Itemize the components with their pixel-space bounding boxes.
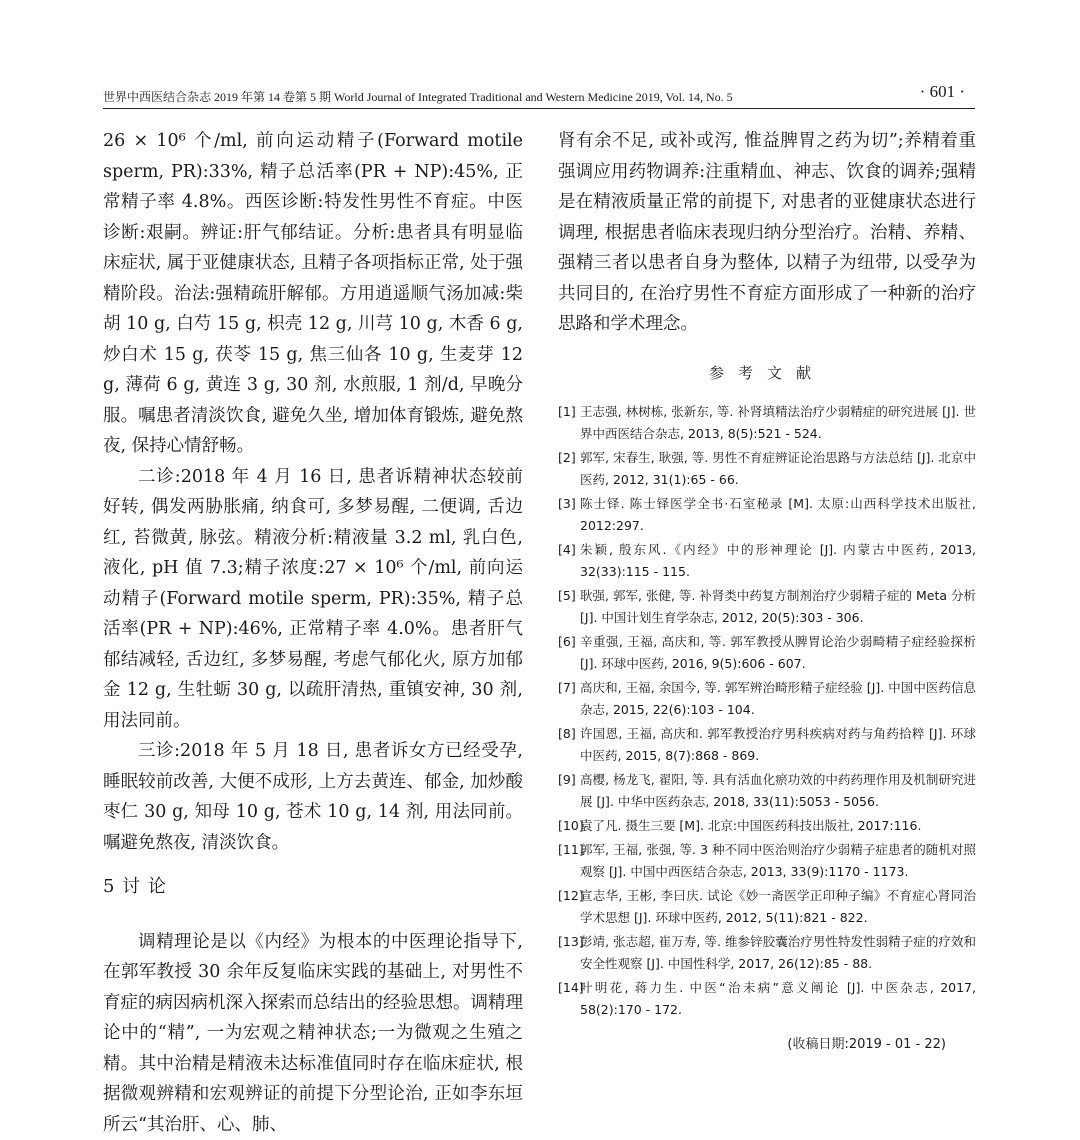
reference-text: 郭军, 宋春生, 耿强, 等. 男性不育症辨证论治思路与方法总结 [J]. 北京中医药, 2012, 31(1):65 - 66. <box>580 450 976 487</box>
reference-text: 王志强, 林树栋, 张新东, 等. 补肾填精法治疗少弱精症的研究进展 [J]. 世界中西医结合杂志, 2013, 8(5):521 - 524. <box>580 404 976 441</box>
reference-item <box>558 401 976 445</box>
reference-item <box>558 447 976 491</box>
reference-text: 辛重强, 王福, 高庆和, 等. 郭军教授从脾胃论治少弱畸精子症经验探析 [J]. 环球中医药, 2016, 9(5):606 - 607. <box>580 634 976 671</box>
reference-text: 宣志华, 王彬, 李曰庆. 试论《妙一斋医学正印种子编》不育症心肾同治学术思想 [J]. 环球中医药, 2012, 5(11):821 - 822. <box>580 888 976 925</box>
reference-item <box>558 977 976 1021</box>
reference-number: [3] <box>558 493 576 515</box>
second-visit-paragraph: 二诊:2018 年 4 月 16 日, 患者诉精神状态较前好转, 偶发两胁胀痛, 纳食可, 多梦易醒, 二便调, 舌边红, 苔微黄, 脉弦。精液分析:精液量 3.2 ml, 乳白色, 液化, pH 值 7.3;精子浓度:27 × 10⁶ 个/ml, 前向运动精子(Forward motile sperm, PR):35%, 精子总活率(PR + NP):46%, 正常精子率 4.0%。患者肝气郁结减轻, 舌边红, 多梦易醒, 考虑气郁化火, 原方加郁金 12 g, 生牡蛎 30 g, 以疏肝清热, 重镇安神, 30 剂, 用法同前。 <box>103 462 523 737</box>
reference-item <box>558 631 976 675</box>
case-paragraph: 26 × 10⁶ 个/ml, 前向运动精子(Forward motile sperm, PR):33%, 精子总活率(PR + NP):45%, 正常精子率 4.8%。西医诊断:特发性男性不育症。中医诊断:艰嗣。辨证:肝气郁结证。分析:患者具有明显临床症状, 属于亚健康状态, 且精子各项指标正常, 处于强精阶段。治法:强精疏肝解郁。方用逍遥顺气汤加减:柴胡 10 g, 白芍 15 g, 枳壳 12 g, 川芎 10 g, 木香 6 g, 炒白术 15 g, 茯苓 15 g, 焦三仙各 10 g, 生麦芽 12 g, 薄荷 6 g, 黄连 3 g, 30 剂, 水煎服, 1 剂/d, 早晚分服。嘱患者清淡饮食, 避免久坐, 增加体育锻炼, 避免熬夜, 保持心情舒畅。 <box>103 126 523 462</box>
reference-number: [6] <box>558 631 576 653</box>
received-date: (收稿日期:2019 - 01 - 22) <box>558 1033 976 1052</box>
reference-number: [13] <box>558 931 584 953</box>
reference-item <box>558 885 976 929</box>
reference-number: [8] <box>558 723 576 745</box>
references-title: 参考文献 <box>558 362 976 383</box>
reference-text: 朱颖, 殷东风.《内经》中的形神理论 [J]. 内蒙古中医药, 2013, 32(33):115 - 115. <box>580 542 976 579</box>
reference-number: [4] <box>558 539 576 561</box>
reference-text: 高庆和, 王福, 余国今, 等. 郭军辨治畸形精子症经验 [J]. 中国中医药信息杂志, 2015, 22(6):103 - 104. <box>580 680 976 717</box>
reference-text: 许国恩, 王福, 高庆和. 郭军教授治疗男科疾病对药与角药拾粹 [J]. 环球中医药, 2015, 8(7):868 - 869. <box>580 726 976 763</box>
reference-item <box>558 677 976 721</box>
reference-item <box>558 723 976 767</box>
reference-number: [11] <box>558 839 584 861</box>
right-column <box>558 126 976 1052</box>
discussion-paragraph: 调精理论是以《内经》为根本的中医理论指导下, 在郭军教授 30 余年反复临床实践的基础上, 对男性不育症的病因病机深入探索而总结出的经验思想。调精理论中的“精”, 一为宏观之精神状态;一为微观之生殖之精。其中治精是精液未达标准值同时存在临床症状, 根据微观辨精和宏观辨证的前提下分型论治, 正如李东垣所云“其治肝、心、肺、 <box>103 927 523 1140</box>
reference-number: [12] <box>558 885 584 907</box>
reference-item <box>558 815 976 837</box>
left-column <box>103 126 523 1140</box>
reference-text: 高樱, 杨龙飞, 翟阳, 等. 具有活血化瘀功效的中药药理作用及机制研究进展 [J]. 中华中医药杂志, 2018, 33(11):5053 - 5056. <box>580 772 976 809</box>
discussion-continued-paragraph: 肾有余不足, 或补或泻, 惟益脾胃之药为切”;养精着重强调应用药物调养:注重精血、神志、饮食的调养;强精是在精液质量正常的前提下, 对患者的亚健康状态进行调理, 根据患者临床表现归纳分型治疗。治精、养精、强精三者以患者自身为整体, 以精子为纽带, 以受孕为共同目的, 在治疗男性不育症方面形成了一种新的治疗思路和学术理念。 <box>558 126 976 340</box>
reference-item <box>558 839 976 883</box>
journal-info: 世界中西医结合杂志 2019 年第 14 卷第 5 期 World Journal of Integrated Traditional and Western Medicine 2019, Vol. 14, No. 5 <box>103 88 733 105</box>
section-heading: 5 讨 论 <box>103 872 523 903</box>
reference-number: [5] <box>558 585 576 607</box>
reference-text: 耿强, 郭军, 张健, 等. 补肾类中药复方制剂治疗少弱精子症的 Meta 分析 [J]. 中国计划生育学杂志, 2012, 20(5):303 - 306. <box>580 588 976 625</box>
reference-number: [14] <box>558 977 584 999</box>
reference-item <box>558 539 976 583</box>
reference-item <box>558 585 976 629</box>
reference-text: 郭军, 王福, 张强, 等. 3 种不同中医治则治疗少弱精子症患者的随机对照观察 [J]. 中国中西医结合杂志, 2013, 33(9):1170 - 1173. <box>580 842 976 879</box>
reference-text: 彭靖, 张志超, 崔万寿, 等. 维参锌胶囊治疗男性特发性弱精子症的疗效和安全性观察 [J]. 中国性科学, 2017, 26(12):85 - 88. <box>580 934 976 971</box>
reference-text: 陈士铎. 陈士铎医学全书·石室秘录 [M]. 太原:山西科学技术出版社, 2012:297. <box>580 496 976 533</box>
reference-item <box>558 769 976 813</box>
reference-number: [7] <box>558 677 576 699</box>
reference-list <box>558 401 976 1021</box>
reference-item <box>558 493 976 537</box>
reference-text: 袁了凡. 摄生三要 [M]. 北京:中国医药科技出版社, 2017:116. <box>580 818 921 833</box>
reference-number: [1] <box>558 401 576 423</box>
reference-text: 叶明花, 蒋力生. 中医“治未病”意义阐论 [J]. 中医杂志, 2017, 58(2):170 - 172. <box>580 980 976 1017</box>
running-header <box>103 82 975 109</box>
reference-item <box>558 931 976 975</box>
third-visit-paragraph: 三诊:2018 年 5 月 18 日, 患者诉女方已经受孕, 睡眠较前改善, 大便不成形, 上方去黄连、郁金, 加炒酸枣仁 30 g, 知母 10 g, 苍术 10 g, 14 剂, 用法同前。嘱避免熬夜, 清淡饮食。 <box>103 736 523 858</box>
page-number: · 601 · <box>920 82 965 102</box>
reference-number: [10] <box>558 815 584 837</box>
reference-number: [9] <box>558 769 576 791</box>
reference-number: [2] <box>558 447 576 469</box>
